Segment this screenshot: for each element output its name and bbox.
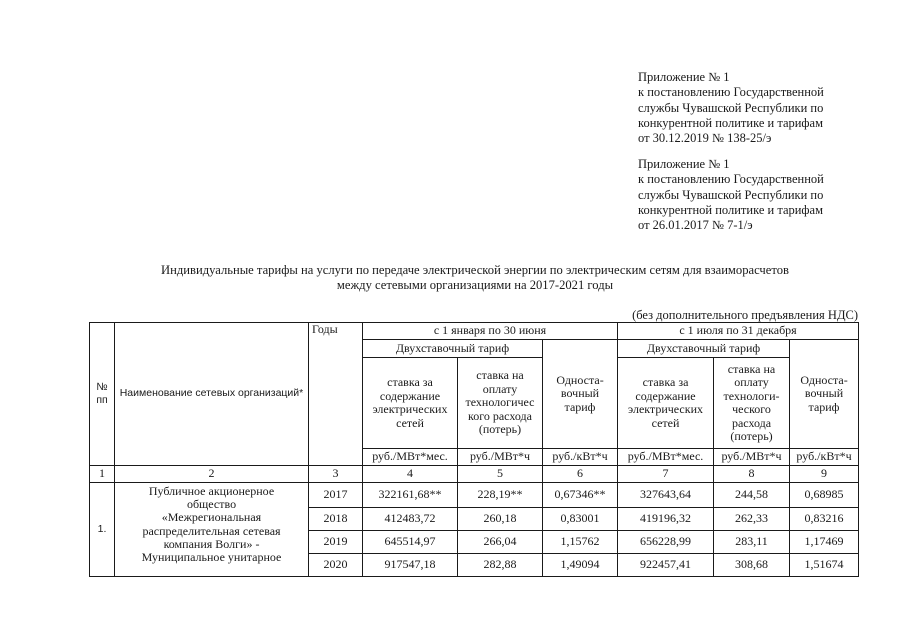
column-number: 8 bbox=[714, 466, 790, 483]
value-cell: 0,67346** bbox=[543, 483, 618, 508]
appendix-line: от 26.01.2017 № 7-1/э bbox=[638, 218, 753, 233]
column-number: 9 bbox=[790, 466, 859, 483]
organization-name bbox=[115, 483, 309, 577]
header-p2-single-rate: Односта- вочный тариф bbox=[790, 340, 859, 449]
value-cell: 917547,18 bbox=[363, 554, 458, 577]
year-cell: 2017 bbox=[309, 483, 363, 508]
year-cell: 2019 bbox=[309, 531, 363, 554]
value-cell: 1,51674 bbox=[790, 554, 859, 577]
year-cell: 2020 bbox=[309, 554, 363, 577]
column-number: 3 bbox=[309, 466, 363, 483]
header-org: Наименование сетевых организаций* bbox=[115, 323, 309, 466]
tariff-table bbox=[89, 322, 859, 577]
value-cell: 266,04 bbox=[458, 531, 543, 554]
org-name-line: компания Волги» - bbox=[163, 536, 260, 551]
unit-cell: руб./МВт*ч bbox=[714, 449, 790, 466]
header-p2-maintenance: ставка за содержание электрических сетей bbox=[618, 358, 714, 449]
year-cell: 2018 bbox=[309, 508, 363, 531]
org-name-line: общество bbox=[186, 497, 237, 512]
appendix-line: от 30.12.2019 № 138-25/э bbox=[638, 131, 772, 146]
column-number: 4 bbox=[363, 466, 458, 483]
header-p2-losses: ставка на оплату технологи- ческого расхода (потерь) bbox=[714, 358, 790, 449]
appendix-block-2 bbox=[638, 157, 883, 233]
unit-cell: руб./МВт*ч bbox=[458, 449, 543, 466]
org-name-line: «Межрегиональная bbox=[161, 510, 262, 525]
value-cell: 244,58 bbox=[714, 483, 790, 508]
header-p1-maintenance: ставка за содержание электрических сетей bbox=[363, 358, 458, 449]
row-number: 1. bbox=[90, 483, 115, 577]
appendix-line: конкурентной политике и тарифам bbox=[638, 115, 823, 130]
header-p1-single-rate: Односта- вочный тариф bbox=[543, 340, 618, 449]
header-p1-losses: ставка на оплату технологичес кого расхода (потерь) bbox=[458, 358, 543, 449]
value-cell: 308,68 bbox=[714, 554, 790, 577]
header-num: № пп bbox=[90, 323, 115, 466]
appendix-block-1 bbox=[638, 70, 883, 146]
value-cell: 262,33 bbox=[714, 508, 790, 531]
unit-cell: руб./МВт*мес. bbox=[363, 449, 458, 466]
title-line-1: Индивидуальные тарифы на услуги по передаче электрической энергии по электрическим сетям для взаиморасчетов bbox=[161, 263, 789, 277]
appendix-line: службы Чувашской Республики по bbox=[638, 187, 824, 202]
vat-note: (без дополнительного предъявления НДС) bbox=[632, 308, 858, 322]
header-period-2: с 1 июля по 31 декабря bbox=[618, 323, 859, 340]
header-two-rate-1: Двухставочный тариф bbox=[363, 340, 543, 358]
value-cell: 1,15762 bbox=[543, 531, 618, 554]
value-cell: 228,19** bbox=[458, 483, 543, 508]
value-cell: 260,18 bbox=[458, 508, 543, 531]
document-title bbox=[40, 263, 903, 292]
value-cell: 0,68985 bbox=[790, 483, 859, 508]
column-number: 7 bbox=[618, 466, 714, 483]
value-cell: 0,83001 bbox=[543, 508, 618, 531]
org-name-line: Муниципальное унитарное bbox=[141, 550, 282, 565]
appendix-line: Приложение № 1 bbox=[638, 157, 730, 171]
unit-cell: руб./МВт*мес. bbox=[618, 449, 714, 466]
value-cell: 922457,41 bbox=[618, 554, 714, 577]
value-cell: 412483,72 bbox=[363, 508, 458, 531]
column-number: 6 bbox=[543, 466, 618, 483]
value-cell: 656228,99 bbox=[618, 531, 714, 554]
value-cell: 0,83216 bbox=[790, 508, 859, 531]
header-two-rate-2: Двухставочный тариф bbox=[618, 340, 790, 358]
org-name-line: Публичное акционерное bbox=[148, 484, 275, 498]
value-cell: 322161,68** bbox=[363, 483, 458, 508]
appendix-line: к постановлению Государственной bbox=[638, 172, 824, 187]
appendix-line: Приложение № 1 bbox=[638, 70, 730, 84]
value-cell: 1,49094 bbox=[543, 554, 618, 577]
appendix-line: к постановлению Государственной bbox=[638, 85, 824, 100]
column-number: 1 bbox=[90, 466, 115, 483]
table-row bbox=[90, 483, 859, 508]
appendix-line: службы Чувашской Республики по bbox=[638, 100, 824, 115]
value-cell: 283,11 bbox=[714, 531, 790, 554]
appendix-line: конкурентной политике и тарифам bbox=[638, 202, 823, 217]
org-name-line: распределительная сетевая bbox=[142, 523, 281, 538]
unit-cell: руб./кВт*ч bbox=[543, 449, 618, 466]
header-years: Годы bbox=[309, 323, 363, 466]
value-cell: 327643,64 bbox=[618, 483, 714, 508]
column-number: 5 bbox=[458, 466, 543, 483]
value-cell: 645514,97 bbox=[363, 531, 458, 554]
value-cell: 1,17469 bbox=[790, 531, 859, 554]
column-number: 2 bbox=[115, 466, 309, 483]
value-cell: 282,88 bbox=[458, 554, 543, 577]
title-line-2: между сетевыми организациями на 2017-2021 годы bbox=[336, 277, 614, 292]
header-period-1: с 1 января по 30 июня bbox=[363, 323, 618, 340]
unit-cell: руб./кВт*ч bbox=[790, 449, 859, 466]
value-cell: 419196,32 bbox=[618, 508, 714, 531]
